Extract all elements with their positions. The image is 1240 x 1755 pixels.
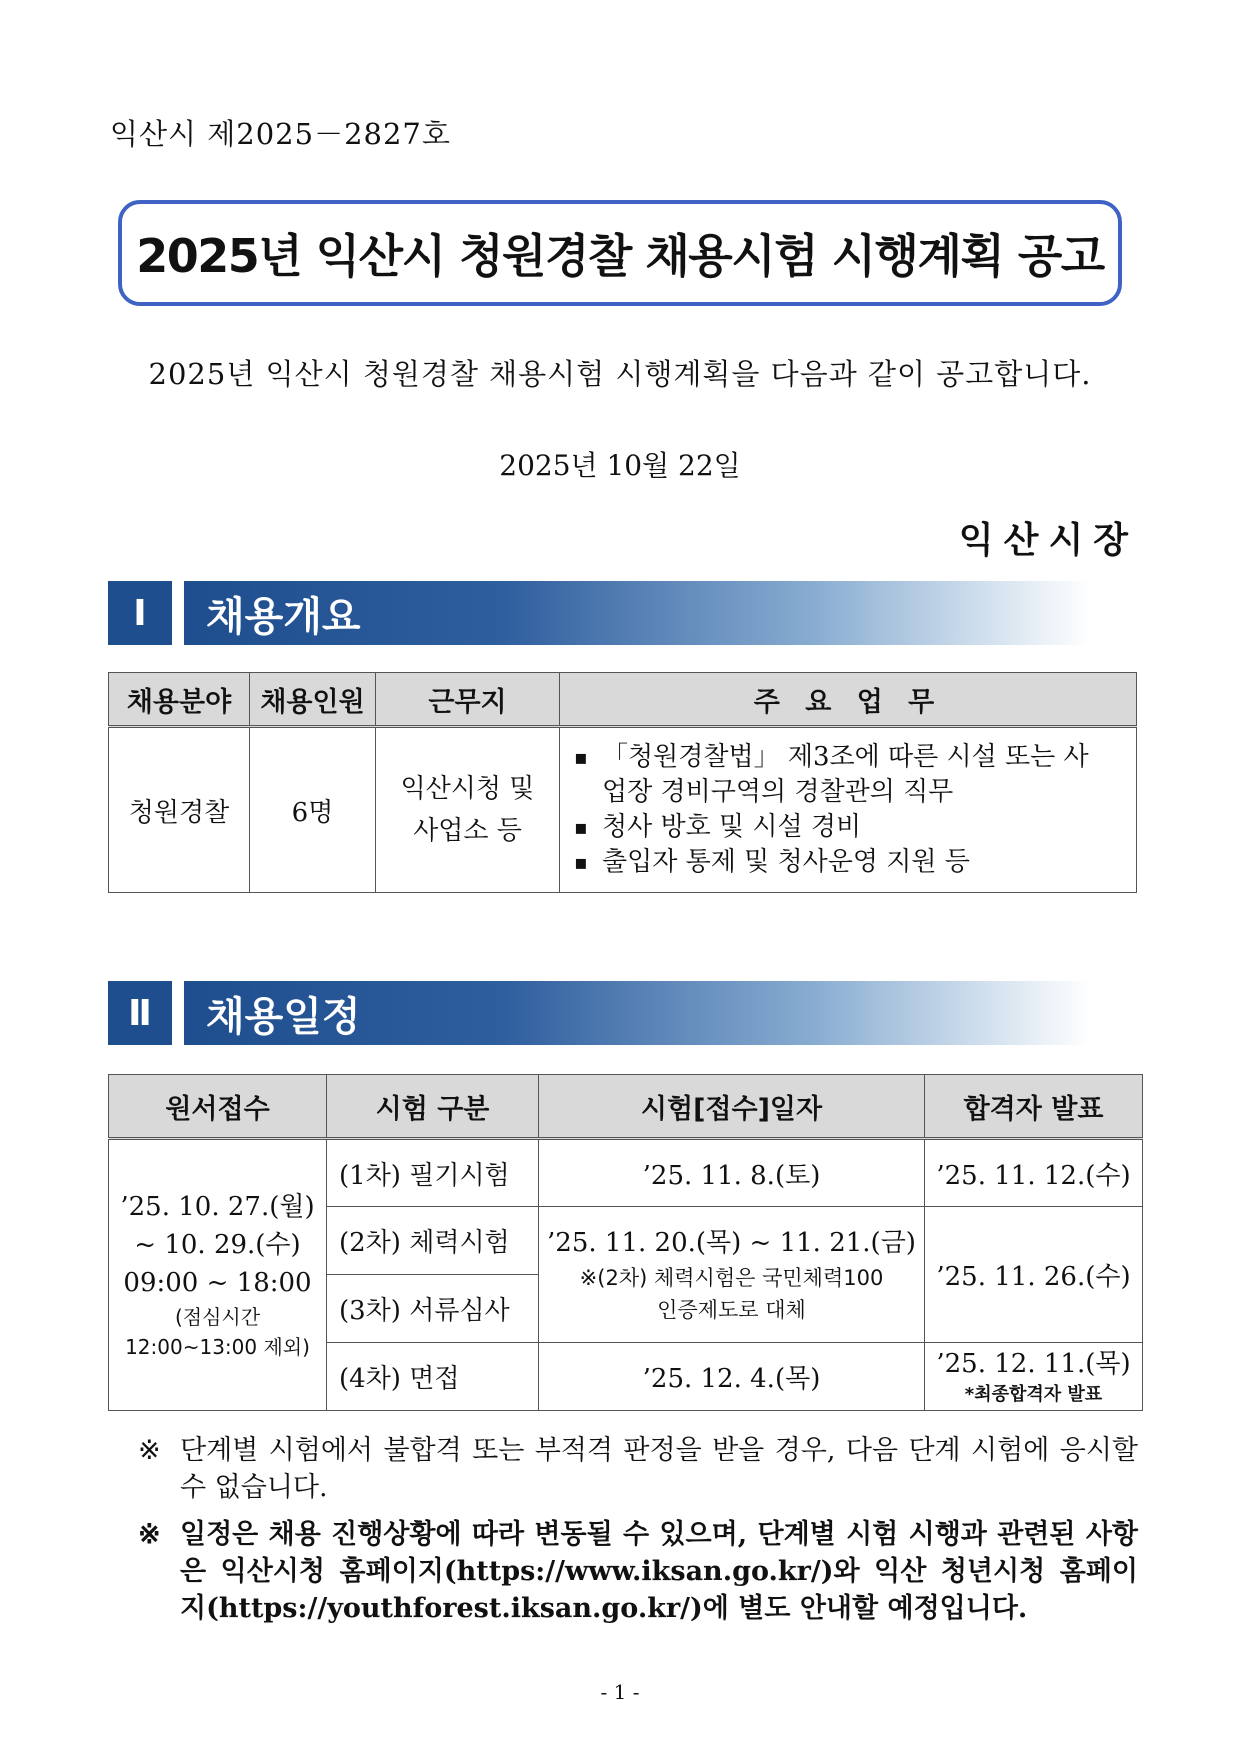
header-result: 합격자 발표 (925, 1075, 1143, 1139)
exam-2-result: ’25. 11. 26.(수) (925, 1207, 1143, 1343)
final-result-note: *최종합격자 발표 (964, 1383, 1103, 1405)
list-item: ▪ 청사 방호 및 시설 경비 (574, 810, 1136, 845)
header-duties: 주 요 업 무 (560, 673, 1137, 727)
document-number: 익산시 제2025－2827호 (110, 117, 451, 151)
exam-2-name: (2차) 체력시험 (327, 1207, 539, 1275)
section-1-number: Ⅰ (108, 581, 172, 645)
count-cell: 6명 (250, 727, 376, 893)
exam-4-result: ’25. 12. 11.(목) (936, 1348, 1131, 1379)
exam-2-note-2: 인증제도로 대체 (657, 1297, 806, 1322)
list-item: ▪ 「청원경찰법」 제3조에 따른 시설 또는 사업장 경비구역의 경찰관의 직무 (574, 740, 1136, 810)
section-2-title: 채용일정 (184, 981, 1091, 1045)
duties-list (560, 740, 1136, 880)
exam-1-date: ’25. 11. 8.(토) (539, 1139, 925, 1207)
notice-date: 2025년 10월 22일 (499, 449, 741, 482)
header-field: 채용분야 (109, 673, 250, 727)
note-schedule-change (138, 1516, 1138, 1627)
recruitment-schedule-table (108, 1074, 1143, 1411)
table-row (109, 1139, 1143, 1207)
table-header-row (109, 673, 1137, 727)
location-line-2: 사업소 등 (413, 816, 522, 846)
note-mark: ※ (138, 1519, 161, 1550)
intro-text: 2025년 익산시 청원경찰 채용시험 시행계획을 다음과 같이 공고합니다. (148, 357, 1092, 391)
note-mark: ※ (138, 1435, 161, 1466)
header-exam-date: 시험[접수]일자 (539, 1075, 925, 1139)
issuer-name: 익산시장 (958, 520, 1138, 561)
exam-4-result-cell (925, 1343, 1143, 1411)
exam-3-name: (3차) 서류심사 (327, 1275, 539, 1343)
header-location: 근무지 (376, 673, 560, 727)
table-row (109, 727, 1137, 893)
exam-2-date-cell (539, 1207, 925, 1343)
exam-1-result: ’25. 11. 12.(수) (925, 1139, 1143, 1207)
page-number: - 1 - (600, 1680, 640, 1704)
recruitment-overview-table (108, 672, 1137, 893)
application-hours: 09:00 ~ 18:00 (123, 1268, 312, 1298)
field-cell: 청원경찰 (109, 727, 250, 893)
section-2-number: Ⅱ (108, 981, 172, 1045)
exam-2-date: ’25. 11. 20.(목) ~ 11. 21.(금) (547, 1227, 916, 1258)
exam-4-date: ’25. 12. 4.(목) (539, 1343, 925, 1411)
list-item: ▪ 출입자 통제 및 청사운영 지원 등 (574, 845, 1136, 880)
exam-2-note-1: ※(2차) 체력시험은 국민체력100 (579, 1265, 884, 1290)
header-application: 원서접수 (109, 1075, 327, 1139)
section-1-title: 채용개요 (184, 581, 1091, 645)
exam-4-name: (4차) 면접 (327, 1343, 539, 1411)
note-text: 단계별 시험에서 불합격 또는 부적격 판정을 받을 경우, 다음 단계 시험에 응시할 수 없습니다. (180, 1435, 1138, 1503)
duties-cell (560, 727, 1137, 893)
table-header-row (109, 1075, 1143, 1139)
location-cell (376, 727, 560, 893)
application-period-cell (109, 1139, 327, 1411)
header-exam-type: 시험 구분 (327, 1075, 539, 1139)
title-box (118, 200, 1122, 306)
application-note-1: (점심시간 (174, 1305, 261, 1329)
application-note-2: 12:00~13:00 제외) (125, 1335, 310, 1359)
note-ineligibility (138, 1432, 1138, 1506)
note-text: 일정은 채용 진행상황에 따라 변동될 수 있으며, 단계별 시험 시행과 관련된 사항은 익산시청 홈페이지(https://www.iksan.go.kr/)와 익산 청년시청 홈페이지(https://youthforest.iksan.go.kr/)에 별도 안내할 예정입니다. (180, 1519, 1138, 1624)
header-count: 채용인원 (250, 673, 376, 727)
application-end: ~ 10. 29.(수) (134, 1230, 301, 1260)
exam-1-name: (1차) 필기시험 (327, 1139, 539, 1207)
application-start: ’25. 10. 27.(월) (120, 1192, 315, 1222)
document-title: 2025년 익산시 청원경찰 채용시험 시행계획 공고 (136, 229, 1104, 283)
location-line-1: 익산시청 및 (400, 774, 535, 804)
